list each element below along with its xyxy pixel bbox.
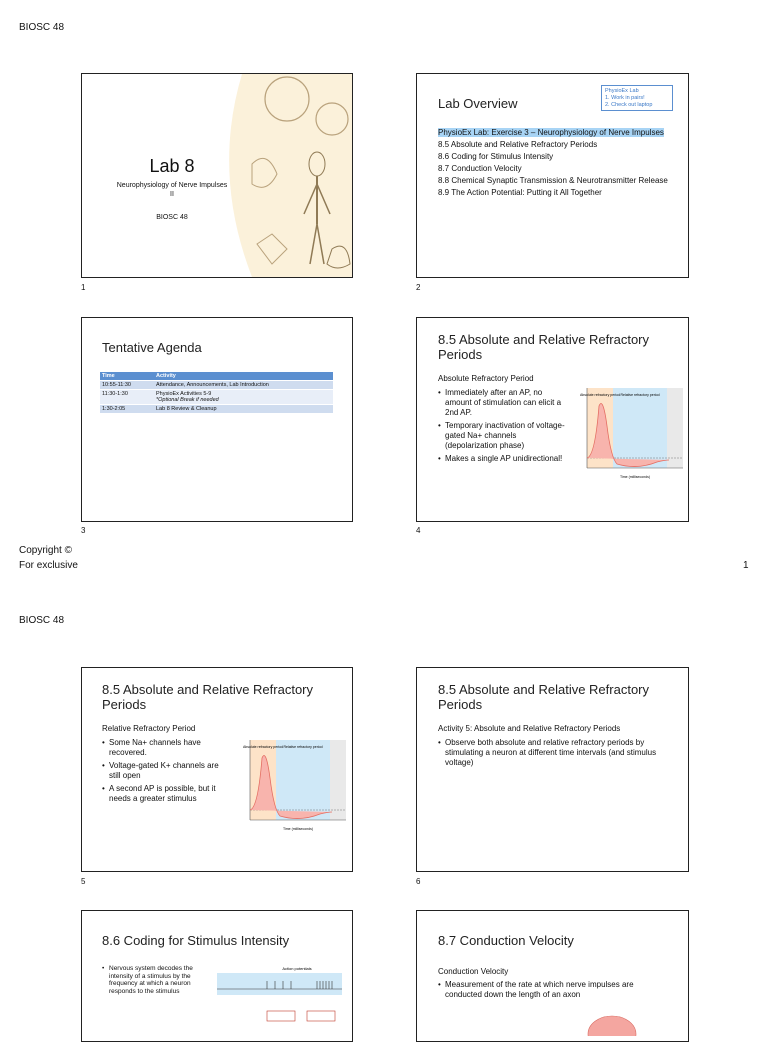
slide-title: 8.7 Conduction Velocity [438,933,574,948]
column-header: Time [100,372,154,381]
slide-5 [81,667,353,872]
table-row: 10:55-11:30 Attendance, Announcements, Lab Introduction [100,381,333,390]
slide-title: 8.5 Absolute and Relative Refractory Periods [438,682,650,712]
slide-number: 4 [416,526,421,535]
rel-label: Relative refractory period [283,745,323,749]
bullet-item: • Observe both absolute and relative refractory periods by stimulating a neuron at different time intervals (and stimulus voltage) [438,738,668,768]
slide-8 [416,910,689,1042]
abs-label: Absolute refractory period [579,393,621,397]
note-box [601,85,673,111]
slide-title: 8.5 Absolute and Relative Refractory Periods [438,332,650,362]
slide-4 [416,317,689,522]
table-row: 11:30-1:30 PhysioEx Activities 5-9 *Optional Break if needed [100,390,333,405]
slide-title: Lab 8 [149,156,195,176]
note-item: 2. Check out laptop [605,102,653,108]
copyright-line: Copyright © [19,545,72,556]
overview-item: 8.7 Conduction Velocity [438,164,522,173]
bullet-item: • Some Na+ channels have recovered. [102,738,232,758]
slide-subhead: Absolute Refractory Period [438,374,534,383]
slide-subhead: Conduction Velocity [438,967,509,976]
bullet-item: • Immediately after an AP, no amount of stimulation can elicit a 2nd AP. [438,388,566,418]
bullet-item: • Measurement of the rate at which nerve impulses are conducted down the length of an axon [438,980,668,1000]
overview-item: 8.5 Absolute and Relative Refractory Periods [438,140,598,149]
refractory-graph [577,386,685,486]
overview-item: 8.8 Chemical Synaptic Transmission & Neurotransmitter Release [438,176,668,185]
bullet-item: • Temporary inactivation of voltage-gated Na+ channels (depolarization phase) [438,421,566,451]
slide-course: BIOSC 48 [156,214,188,221]
page-header: BIOSC 48 [19,22,65,33]
slide-subtitle-2: II [170,191,174,198]
page-header: BIOSC 48 [19,615,65,626]
slide-number: 5 [81,877,86,886]
agenda-table [100,372,333,413]
slide-7 [81,910,353,1042]
bullet-item: • Makes a single AP unidirectional! [438,454,566,464]
slide-2 [416,73,689,278]
highlight-heading: PhysioEx Lab: Exercise 3 – Neurophysiology of Nerve Impulses [438,128,664,137]
slide-number: 3 [81,526,86,535]
slide-number: 2 [416,283,421,292]
overview-item: 8.9 The Action Potential: Putting it All Together [438,188,602,197]
slide-subhead: Activity 5: Absolute and Relative Refractory Periods [438,724,621,733]
axon-figure [577,1006,677,1036]
slide-number: 6 [416,877,421,886]
column-header: Activity [154,372,333,381]
x-axis-label: Time (milliseconds) [282,827,314,831]
page-number: 1 [743,560,749,571]
slide-subhead: Relative Refractory Period [102,724,196,733]
slide-6 [416,667,689,872]
note-title: PhysioEx Lab [605,88,639,94]
bullet-item: • Nervous system decodes the intensity of a stimulus by the frequency at which a neuron responds to the stimulus [102,965,212,995]
figure-label: Action potentials [282,966,312,971]
overview-item: 8.6 Coding for Stimulus Intensity [438,152,554,161]
refractory-graph [240,738,348,838]
slide-1 [81,73,353,278]
rel-label: Relative refractory period [620,393,660,397]
slide-3 [81,317,353,522]
slide-number: 1 [81,283,86,292]
x-axis-label: Time (milliseconds) [619,475,651,479]
slide-title: 8.6 Coding for Stimulus Intensity [102,933,290,948]
stimulus-figure [207,961,347,1031]
bullet-item: • Voltage-gated K+ channels are still open [102,761,232,781]
slide-title: 8.5 Absolute and Relative Refractory Periods [102,682,314,712]
slide-title: Lab Overview [438,96,518,111]
note-item: 1. Work in pairs! [605,95,645,101]
table-row: 1:30-2:05 Lab 8 Review & Cleanup [100,405,333,414]
slide-title: Tentative Agenda [102,340,202,355]
slide-subtitle: Neurophysiology of Nerve Impulses [116,182,228,189]
abs-label: Absolute refractory period [242,745,284,749]
copyright-line: For exclusive [19,560,78,571]
bullet-item: • A second AP is possible, but it needs a greater stimulus [102,784,232,804]
